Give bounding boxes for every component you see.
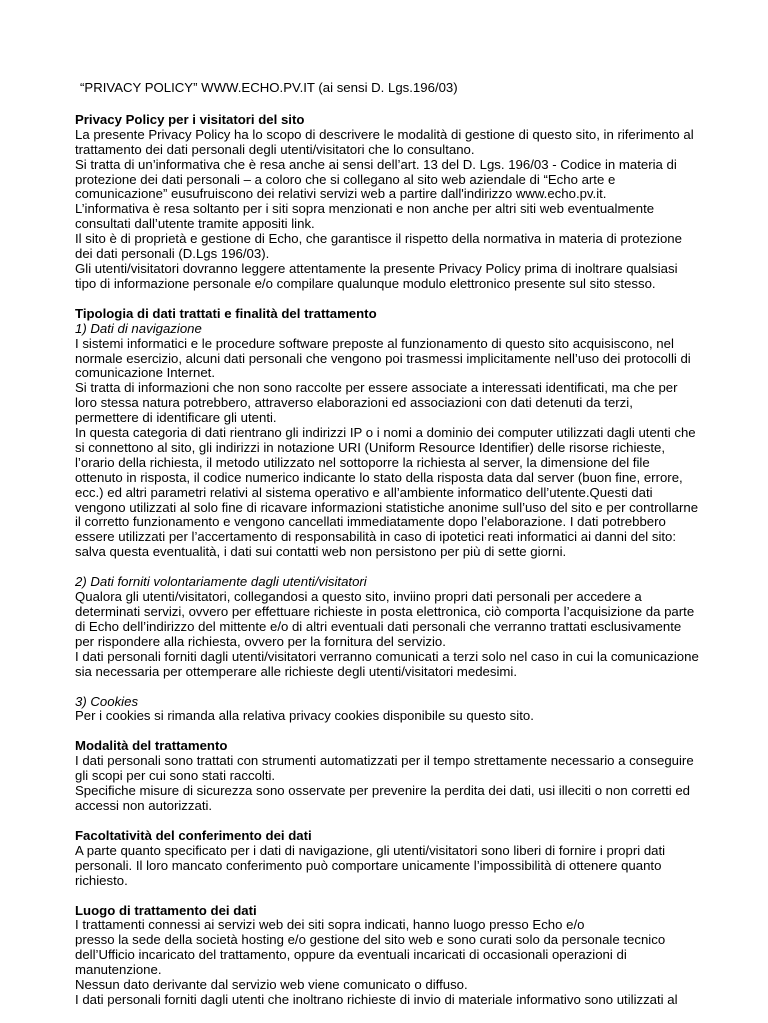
paragraph: Per i cookies si rimanda alla relativa privacy cookies disponibile su questo sito. [75,708,534,724]
section-heading: Modalità del trattamento [75,738,228,754]
paragraph: Specifiche misure di sicurezza sono osservate per prevenire la perdita dei dati, usi illeciti o non corretti ed accessi non autorizzati. [75,783,690,813]
document-body [75,81,700,1023]
section-heading: Facoltatività del conferimento dei dati [75,827,312,843]
paragraph: I dati personali sono trattati con strumenti automatizzati per il tempo strettamente necessario a conseguire gli scopi per cui sono stati raccolti. [75,753,694,784]
section-subheading: 1) Dati di navigazione [75,320,202,336]
paragraph: A parte quanto specificato per i dati di navigazione, gli utenti/visitatori sono liberi di fornire i propri dati personali. Il loro mancato conferimento può comportare unicamente l’impossibilità di ottenere quanto richiesto. [75,842,666,888]
paragraph: In questa categoria di dati rientrano gli indirizzi IP o i nomi a dominio dei computer utilizzati dagli utenti che si connettono al sito, gli indirizzi in notazione URI (Uniform Resource Identifier) delle risorse richieste, l’orario della richiesta, il metodo utilizzato nel sottoporre la richiesta al server, la dimensione del file ottenuto in risposta, il codice numerico indicante lo stato della risposta data dal server (buon fine, errore, ecc.) ed altri parametri relativi al sistema operativo e all’ambiente informatico dell’utente.Questi dati vengono utilizzati al solo fine di ricavare informazioni statistiche anonime sull’uso del sito e per controllarne il corretto funzionamento e vengono cancellati immediatamente dopo l’elaborazione. I dati potrebbero essere utilizzati per l’accertamento di responsabilità in caso di ipotetici reati informatici ai danni del sito: salva questa eventualità, i dati sui contatti web non persistono per più di sette giorni. [75,425,699,560]
paragraph: I dati personali forniti dagli utenti/visitatori verranno comunicati a terzi solo nel caso in cui la comunicazione sia necessaria per ottemperare alle richieste degli utenti/visitatori medesimi. [75,648,699,679]
section-heading: Privacy Policy per i visitatori del sito [75,111,305,127]
section-processing-location [75,904,700,1008]
paragraph: La presente Privacy Policy ha lo scopo di descrivere le modalità di gestione di questo sito, in riferimento al trattamento dei dati personali degli utenti/visitatori che lo consultano. [75,126,694,157]
paragraph: Qualora gli utenti/visitatori, collegandosi a questo sito, inviino propri dati personali per accedere a determinati servizi, ovvero per effettuare richieste in posta elettronica, ciò comporta l’acquisizione da parte di Echo dell’indirizzo del mittente e/o di altri eventuali dati personali che verranno trattati esclusivamente per rispondere alla richiesta, ovvero per la fornitura del servizio. [75,589,695,649]
section-subheading: 3) Cookies [75,693,139,709]
section-voluntary-data [75,575,700,679]
paragraph: Si tratta di un’informativa che è resa anche ai sensi dell’art. 13 del D. Lgs. 196/03 - Codice in materia di protezione dei dati personali – a coloro che si collegano al sito web aziendale di “Echo arte e comunicazione” eusufruiscono dei relativi servizi web a partire dall'indirizzo www.echo.pv.it. [75,156,677,202]
paragraph: Il sito è di proprietà e gestione di Echo, che garantisce il rispetto della normativa in materia di protezione dei dati personali (D.Lgs 196/03). [75,231,682,262]
section-processing-methods [75,739,700,814]
paragraph: Nessun dato derivante dal servizio web viene comunicato o diffuso. [75,977,468,993]
paragraph: Gli utenti/visitatori dovranno leggere attentamente la presente Privacy Policy prima di inoltrare qualsiasi tipo di informazione personale e/o compilare qualunque modulo elettronico presente sul sito stesso. [75,260,678,291]
paragraph: L’informativa è resa soltanto per i siti sopra menzionati e non anche per altri siti web eventualmente consultati dall’utente tramite appositi link. [75,201,655,232]
section-cookies [75,695,700,725]
section-data-types [75,307,700,560]
section-subheading: 2) Dati forniti volontariamente dagli utenti/visitatori [75,574,367,590]
paragraph: I trattamenti connessi ai servizi web dei siti sopra indicati, hanno luogo presso Echo e/o [75,917,585,933]
section-optional-data [75,829,700,889]
document-title: “PRIVACY POLICY” WWW.ECHO.PV.IT (ai sensi D. Lgs.196/03) [80,80,458,95]
section-heading: Luogo di trattamento dei dati [75,902,257,918]
paragraph: presso la sede della società hosting e/o gestione del sito web e sono curati solo da personale tecnico dell’Ufficio incaricato del trattamento, oppure da eventuali incaricati di occasionali operazioni di manutenzione. [75,932,666,978]
paragraph: I dati personali forniti dagli utenti che inoltrano richieste di invio di materiale informativo sono utilizzati al [75,991,678,1007]
section-privacy-policy [75,113,700,292]
paragraph: I sistemi informatici e le procedure software preposte al funzionamento di questo sito acquisiscono, nel normale esercizio, alcuni dati personali che vengono poi trasmessi implicitamente nell’uso dei protocolli di comunicazione Internet. [75,335,691,381]
paragraph: Si tratta di informazioni che non sono raccolte per essere associate a interessati identificati, ma che per loro stessa natura potrebbero, attraverso elaborazioni ed associazioni con dati detenuti da terzi, permettere di identificare gli utenti. [75,380,678,426]
section-heading: Tipologia di dati trattati e finalità del trattamento [75,305,377,321]
